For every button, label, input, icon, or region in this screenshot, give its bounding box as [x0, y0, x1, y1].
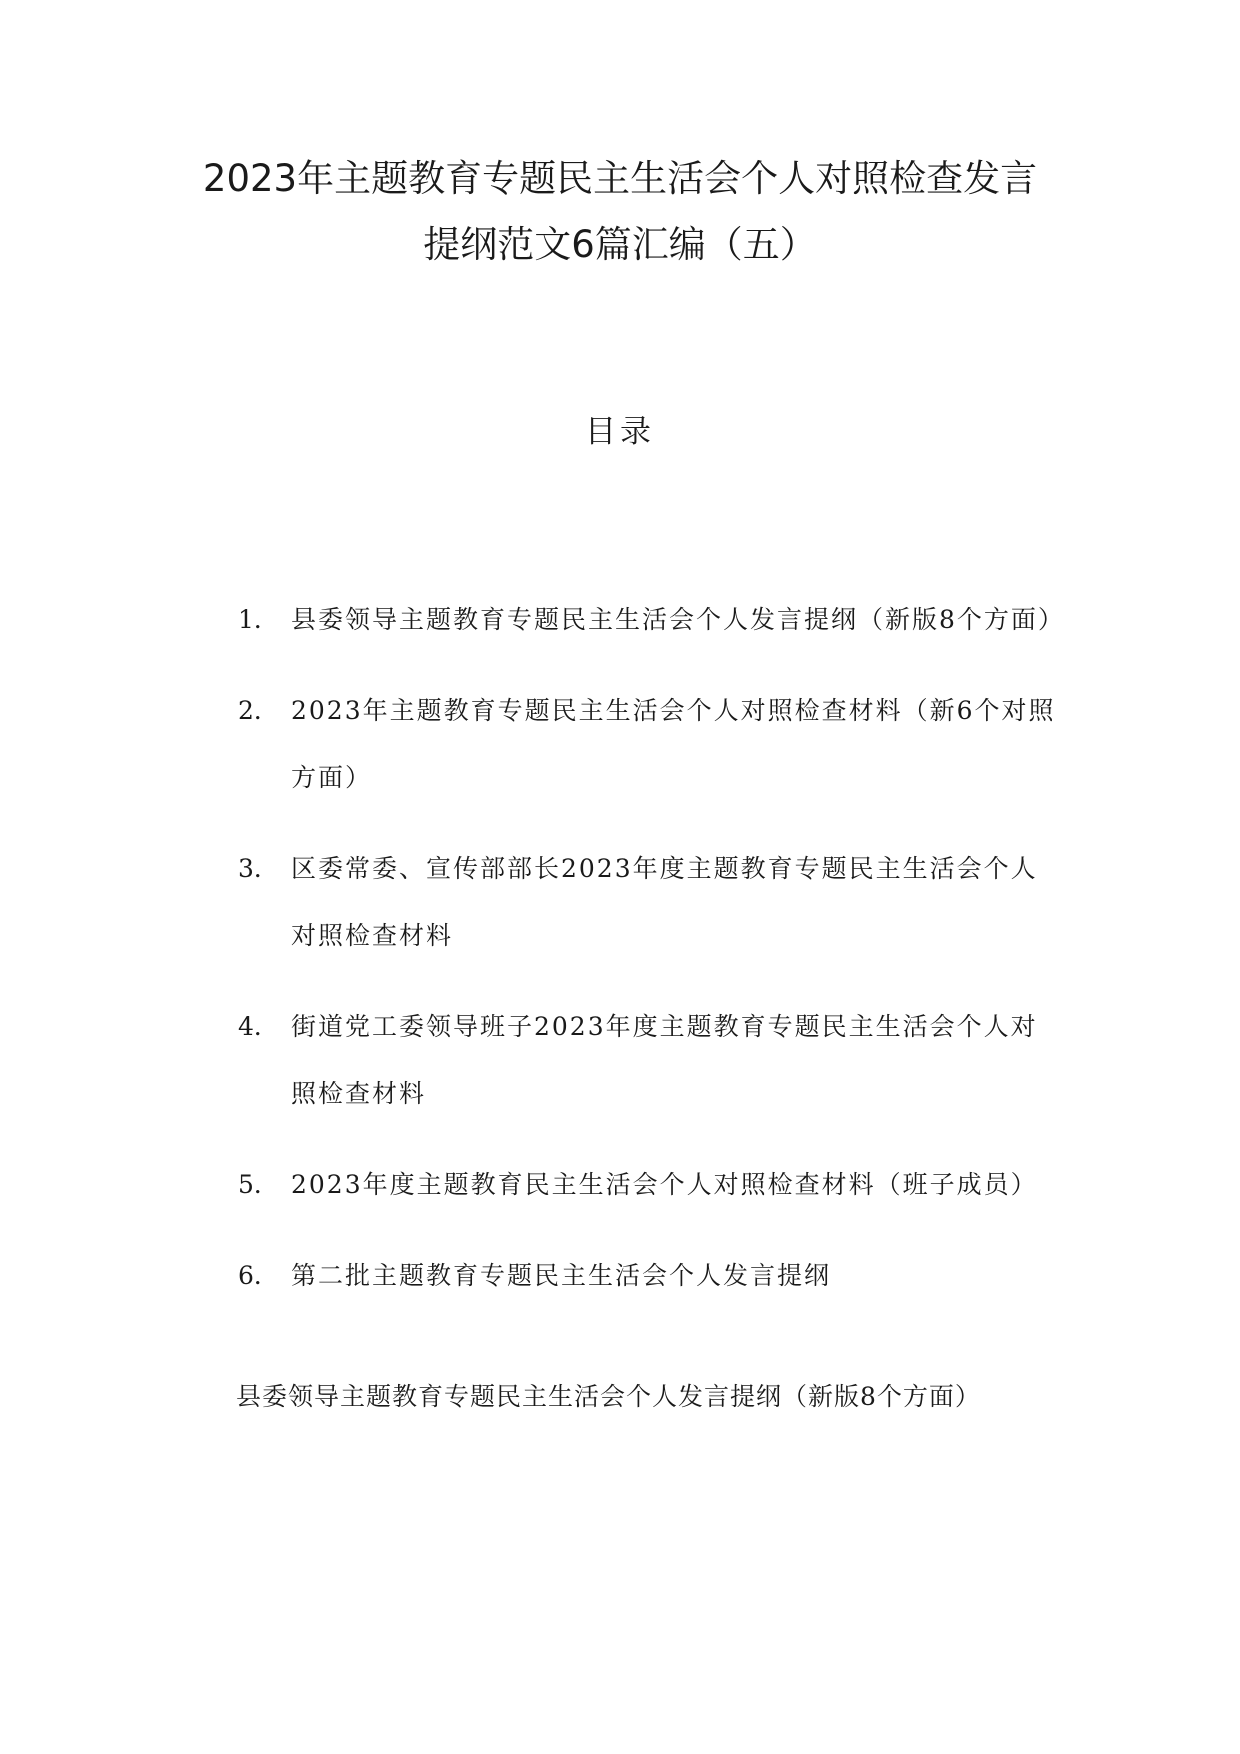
toc-heading: 目录	[585, 414, 655, 450]
toc-item-5	[238, 1151, 1058, 1218]
toc-item-4	[238, 993, 1058, 1127]
section-heading: 县委领导主题教育专题民主生活会个人发言提纲（新版8个方面）	[236, 1382, 981, 1411]
document-title-line1: 2023年主题教育专题民主生活会个人对照检查发言	[202, 157, 1038, 200]
toc-item-3	[238, 835, 1058, 969]
toc-item-2	[238, 677, 1058, 811]
toc-item-number: 5．	[238, 1170, 279, 1199]
toc-item-text: 2023年主题教育专题民主生活会个人对照检查材料（新6个对照方面）	[291, 696, 1056, 792]
document-title-line2: 提纲范文6篇汇编（五）	[423, 223, 817, 266]
toc-item-6	[238, 1242, 1058, 1309]
toc-item-1	[238, 586, 1065, 653]
toc-item-number: 6．	[238, 1261, 279, 1290]
toc-item-text: 区委常委、宣传部部长2023年度主题教育专题民主生活会个人对照检查材料	[291, 854, 1038, 950]
toc-item-text: 2023年度主题教育民主生活会个人对照检查材料（班子成员）	[291, 1170, 1038, 1199]
table-of-contents	[238, 586, 1065, 1333]
toc-item-number: 3．	[238, 854, 279, 883]
toc-item-number: 2．	[238, 696, 279, 725]
toc-item-text: 第二批主题教育专题民主生活会个人发言提纲	[291, 1261, 832, 1290]
toc-item-text: 街道党工委领导班子2023年度主题教育专题民主生活会个人对照检查材料	[291, 1012, 1038, 1108]
toc-item-number: 4．	[238, 1012, 279, 1041]
toc-item-text: 县委领导主题教育专题民主生活会个人发言提纲（新版8个方面）	[291, 605, 1065, 634]
toc-item-number: 1．	[238, 605, 279, 634]
